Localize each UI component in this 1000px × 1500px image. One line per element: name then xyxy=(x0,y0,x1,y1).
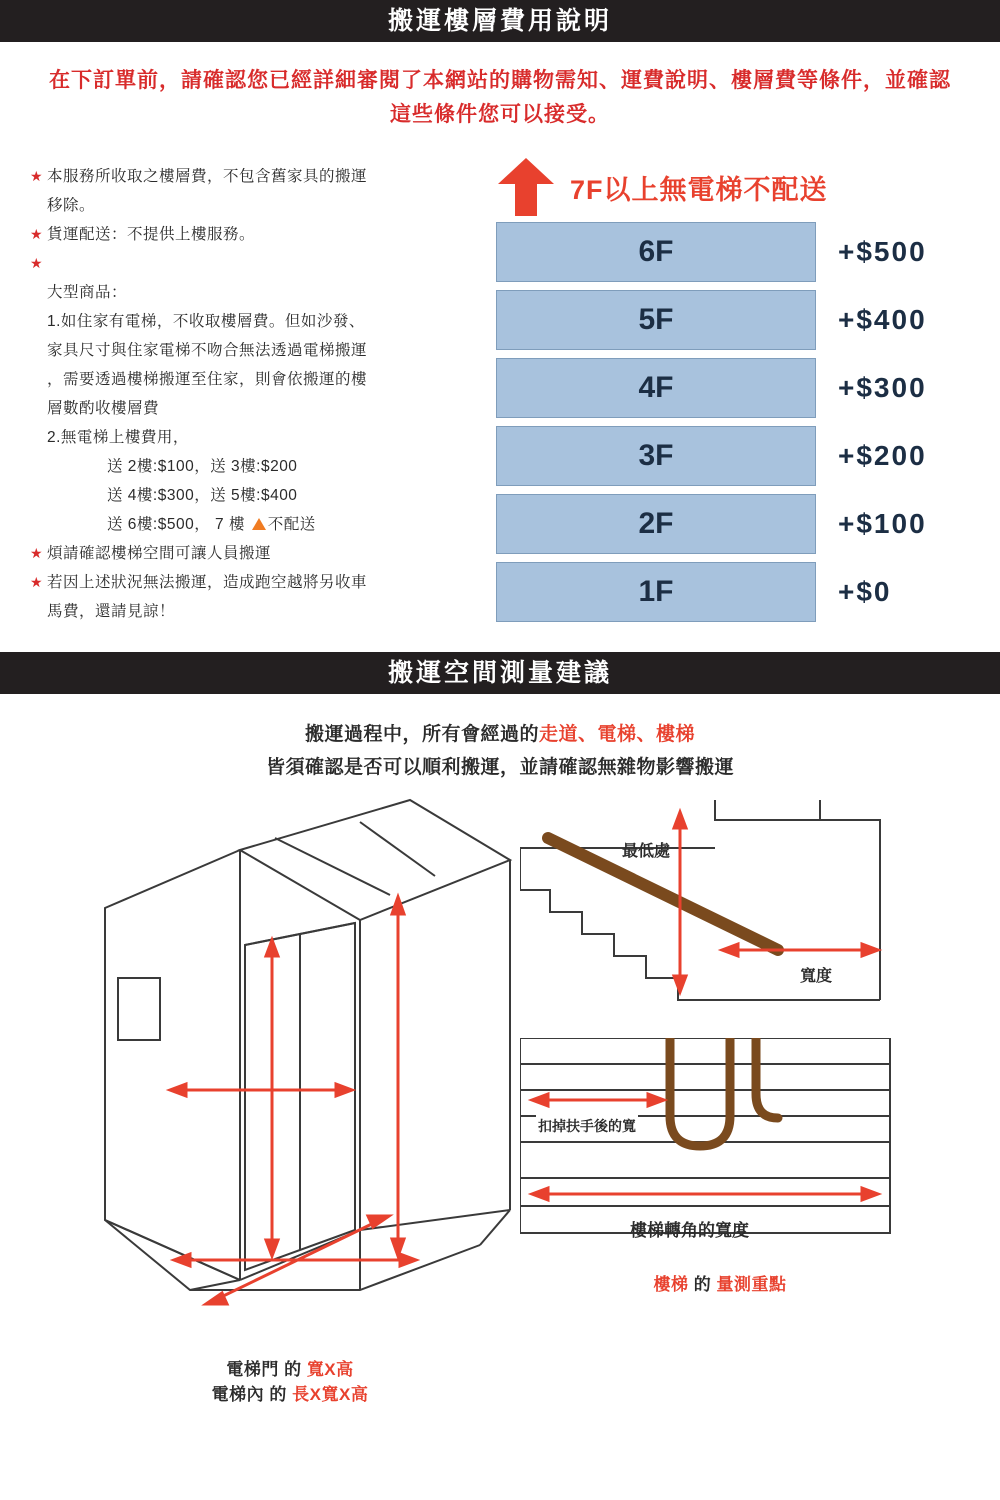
note-text: 送 2樓:$100，送 3樓:$200 xyxy=(107,458,298,475)
warning-triangle-icon xyxy=(252,518,266,530)
floor-price: +$0 xyxy=(838,576,892,607)
elevator-caption-part: 電梯內 xyxy=(211,1385,265,1404)
elevator-caption-line1 xyxy=(60,1355,520,1380)
list-item xyxy=(30,191,480,220)
note-text: 移除。 xyxy=(47,197,96,214)
list-item xyxy=(30,307,480,336)
note-text: 家具尺寸與住家電梯不吻合無法透過電梯搬運 xyxy=(47,342,368,359)
handrail-width-arrow xyxy=(532,1094,664,1106)
elevator-diagram xyxy=(60,790,520,1370)
no-delivery-label: 7F以上無電梯不配送 xyxy=(570,174,828,205)
no-delivery-notice xyxy=(490,154,980,220)
note-text: 送 4樓:$300，送 5樓:$400 xyxy=(107,487,298,504)
floor-price: +$100 xyxy=(838,508,927,539)
intro-paragraph: 在下訂單前，請確認您已經詳細審閱了本網站的購物需知、運費說明、樓層費等條件，並確認這些條件您可以接受。 xyxy=(49,69,951,126)
measure-subtitle-line1-a: 搬運過程中，所有會經過的 xyxy=(304,724,539,745)
note-text: ，需要透過樓梯搬運至住家，則會依搬運的樓 xyxy=(47,371,368,388)
table-row xyxy=(490,220,980,284)
note-text: 若因上述狀況無法搬運，造成跑空越將另收車 xyxy=(47,574,368,591)
list-item xyxy=(30,510,480,539)
note-text-post: 不配送 xyxy=(267,516,316,533)
note-text-pre: 送 6樓:$500， 7 樓 xyxy=(107,516,250,533)
floor-label: 5F xyxy=(496,290,816,350)
fee-section-title: 搬運樓層費用說明 xyxy=(0,0,1000,42)
list-item xyxy=(30,365,480,394)
list-item xyxy=(30,597,480,626)
measure-subtitle-line2: 皆須確認是否可以順利搬運，並請確認無雜物影響搬運 xyxy=(265,757,734,778)
floor-label: 3F xyxy=(496,426,816,486)
list-item xyxy=(30,539,480,568)
table-row xyxy=(490,288,980,352)
stair-width-label: 寬度 xyxy=(800,968,833,985)
list-item xyxy=(30,162,480,191)
measure-subtitle xyxy=(0,694,1000,790)
note-text: 本服務所收取之樓層費，不包含舊家具的搬運 xyxy=(47,168,368,185)
elevator-caption-of: 的 xyxy=(269,1385,287,1404)
elevator-caption-measure: 長X寬X高 xyxy=(292,1385,369,1404)
floor-label: 1F xyxy=(496,562,816,622)
floor-label: 4F xyxy=(496,358,816,418)
note-text: 貨運配送：不提供上樓服務。 xyxy=(47,226,256,243)
elevator-caption-of: 的 xyxy=(284,1360,302,1379)
stairs-caption xyxy=(520,1270,920,1295)
stair-width-arrow xyxy=(722,944,878,956)
list-item xyxy=(30,423,480,452)
floor-fee-chart xyxy=(490,154,1000,652)
star-icon: ★ xyxy=(30,545,44,561)
diagram-area xyxy=(0,790,1000,1430)
note-text: 馬費，還請見諒！ xyxy=(47,603,176,620)
table-row xyxy=(490,492,980,556)
list-item xyxy=(30,452,480,481)
list-item xyxy=(30,336,480,365)
list-item xyxy=(30,249,480,278)
stairs-side-diagram xyxy=(520,800,920,1030)
stairs-caption-of: 的 xyxy=(693,1275,712,1294)
handrail-shape xyxy=(670,1038,778,1146)
floor-price: +$500 xyxy=(838,236,927,267)
floor-price: +$200 xyxy=(838,440,927,471)
stairs-caption-measure: 量測重點 xyxy=(716,1275,787,1294)
list-item xyxy=(30,394,480,423)
elevator-caption-line2 xyxy=(60,1380,520,1405)
list-item xyxy=(30,481,480,510)
handrail-width-label: 扣掉扶手後的寬 xyxy=(536,1115,638,1137)
measure-subtitle-line1 xyxy=(20,718,980,751)
list-item xyxy=(30,278,480,307)
corner-width-label: 樓梯轉角的寬度 xyxy=(630,1221,749,1240)
note-text: 煩請確認樓梯空間可讓人員搬運 xyxy=(47,545,272,562)
star-icon: ★ xyxy=(30,226,44,242)
notes-list xyxy=(0,154,490,652)
stair-lowest-label: 最低處 xyxy=(622,843,671,860)
stairs-caption-subject: 樓梯 xyxy=(653,1275,689,1294)
elevator-caption xyxy=(60,1355,520,1405)
list-item xyxy=(30,568,480,597)
floor-price: +$400 xyxy=(838,304,927,335)
floor-label: 6F xyxy=(496,222,816,282)
star-icon: ★ xyxy=(30,574,44,590)
note-text: 層數酌收樓層費 xyxy=(47,400,160,417)
note-text: 1.如住家有電梯，不收取樓層費。但如沙發、 xyxy=(47,313,365,330)
note-text-warning xyxy=(47,510,480,539)
note-text: 大型商品： xyxy=(47,284,128,301)
list-item xyxy=(30,220,480,249)
floor-label: 2F xyxy=(496,494,816,554)
corner-width-arrow xyxy=(532,1188,878,1200)
floor-price: +$300 xyxy=(838,372,927,403)
star-icon: ★ xyxy=(30,168,44,184)
up-arrow-icon xyxy=(498,158,554,216)
star-icon: ★ xyxy=(30,255,44,271)
note-text: 2.無電梯上樓費用， xyxy=(47,429,189,446)
table-row xyxy=(490,356,980,420)
table-row xyxy=(490,560,980,624)
measure-subtitle-highlight: 走道、電梯、樓梯 xyxy=(539,724,696,745)
elevator-caption-measure: 寬X高 xyxy=(306,1360,354,1379)
fee-section-body xyxy=(0,142,1000,652)
measure-section-title: 搬運空間測量建議 xyxy=(0,652,1000,694)
table-row xyxy=(490,424,980,488)
elevator-caption-part: 電梯門 xyxy=(226,1360,279,1379)
